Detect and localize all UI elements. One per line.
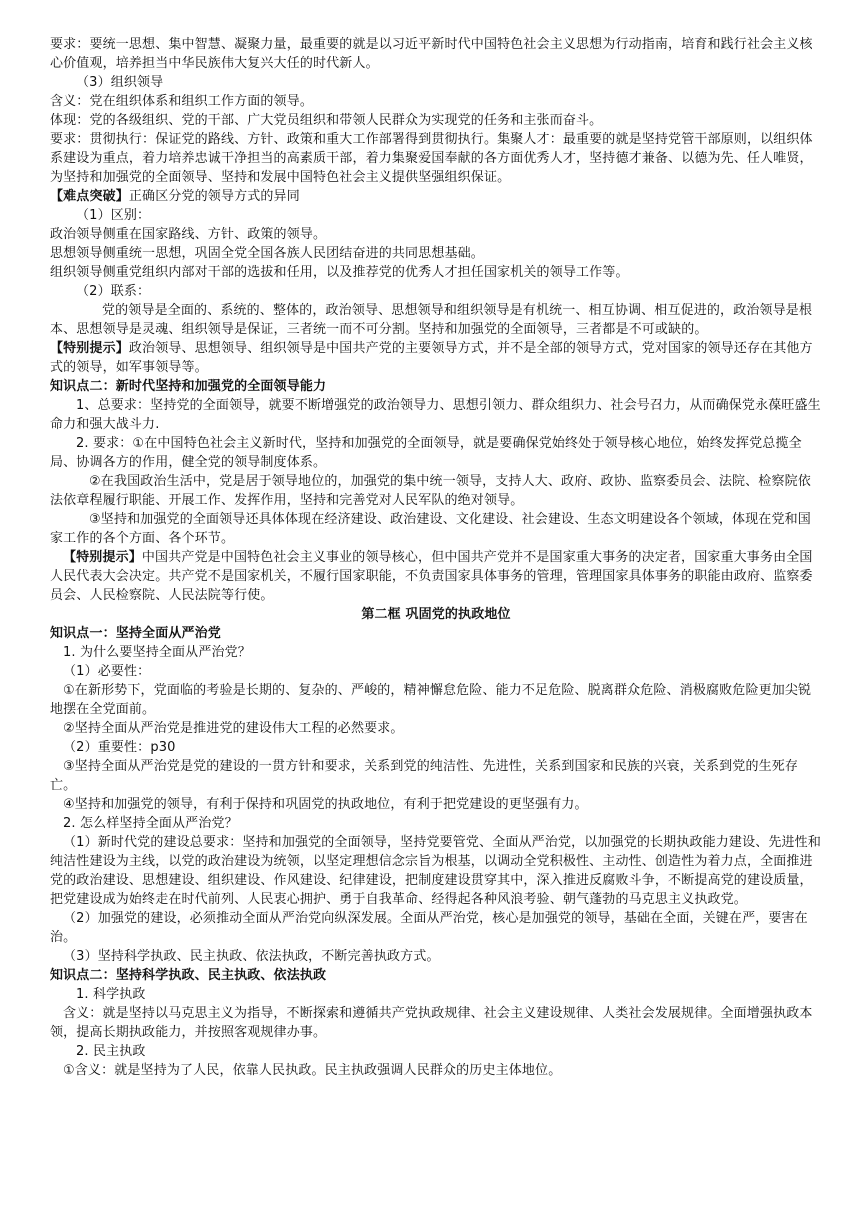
text-line: 要求：贯彻执行：保证党的路线、方针、政策和重大工作部署得到贯彻执行。集聚人才：最重要的就是坚持党管干部原则，以组织体系建设为重点，着力培养忠诚干净担当的高素质干部，着力集聚爱国奉献的各方面优秀人才，坚持德才兼备、以德为先、任人唯贤，为坚持和加强党的全面领导、坚持和发展中国特色社会主义提供坚强组织保证。 <box>50 132 813 185</box>
text-line: 2. 要求：①在中国特色社会主义新时代，坚持和加强党的全面领导，就是要确保党始终处于领导核心地位，始终发挥党总揽全局、协调各方的作用，健全党的领导制度体系。 <box>50 436 802 470</box>
text-line: （2）加强党的建设，必须推动全面从严治党向纵深发展。全面从严治党，核心是加强党的领导，基础在全面，关键在严，要害在治。 <box>50 911 808 945</box>
text-line <box>50 548 822 605</box>
text-line: ①在新形势下，党面临的考验是长期的、复杂的、严峻的，精神懈怠危险、能力不足危险、脱离群众危险、消极腐败危险更加尖锐地摆在全党面前。 <box>50 683 812 717</box>
text-line: 党的领导是全面的、系统的、整体的，政治领导、思想领导和组织领导是有机统一、相互协调、相互促进的，政治领导是根本、思想领导是灵魂、组织领导是保证，三者统一而不可分割。坚持和加强党的全面领导，三者都是不可或缺的。 <box>50 303 813 337</box>
text-line: 1. 为什么要坚持全面从严治党？ <box>63 645 251 660</box>
text-line: 思想领导侧重统一思想，巩固全党全国各族人民团结奋进的共同思想基础。 <box>50 246 484 261</box>
text-line: ①含义：就是坚持为了人民，依靠人民执政。民主执政强调人民群众的历史主体地位。 <box>63 1063 562 1078</box>
section-heading: 知识点一：坚持全面从严治党 <box>50 626 221 641</box>
text-line: ②坚持全面从严治党是推进党的建设伟大工程的必然要求。 <box>63 721 404 736</box>
text-line: （2）联系： <box>76 284 151 299</box>
text-line: 1、总要求：坚持党的全面领导，就要不断增强党的政治领导力、思想引领力、群众组织力、社会号召力，从而确保党永葆旺盛生命力和强大战斗力. <box>50 398 821 432</box>
text-line: （3）组织领导 <box>76 75 164 90</box>
text-line: 体现：党的各级组织、党的干部、广大党员组织和带领人民群众为实现党的任务和主张而奋斗。 <box>50 113 603 128</box>
text-line: 2. 民主执政 <box>76 1044 146 1059</box>
note-text: 正确区分党的领导方式的异同 <box>128 189 300 204</box>
text-line: （2）重要性：p30 <box>63 740 176 755</box>
text-line <box>50 339 822 377</box>
note-text: 政治领导、思想领导、组织领导是中国共产党的主要领导方式，并不是全部的领导方式，党对国家的领导还存在其他方式的领导，如军事领导等。 <box>50 341 813 375</box>
note-label: 【难点突破】 <box>50 189 129 204</box>
text-line: 组织领导侧重党组织内部对干部的选拔和任用，以及推荐党的优秀人才担任国家机关的领导工作等。 <box>50 265 629 280</box>
text-line: （3）坚持科学执政、民主执政、依法执政，不断完善执政方式。 <box>63 949 440 964</box>
chapter-title: 第二框 巩固党的执政地位 <box>361 607 511 622</box>
text-line: 含义：党在组织体系和组织工作方面的领导。 <box>50 94 314 109</box>
note-label: 【特别提示】 <box>50 341 129 356</box>
text-line: ②在我国政治生活中，党是居于领导地位的，加强党的集中统一领导，支持人大、政府、政协、监察委员会、法院、检察院依法依章程履行职能、开展工作、发挥作用，坚持和完善党对人民军队的绝对领导。 <box>50 474 811 508</box>
text-line: ④坚持和加强党的领导，有利于保持和巩固党的执政地位，有利于把党建设的更坚强有力。 <box>63 797 588 812</box>
section-heading: 知识点二：新时代坚持和加强党的全面领导能力 <box>50 379 327 394</box>
text-line: （1）必要性： <box>63 664 151 679</box>
note-text: 中国共产党是中国特色社会主义事业的领导核心，但中国共产党并不是国家重大事务的决定者，国家重大事务由全国人民代表大会决定。共产党不是国家机关，不履行国家职能，不负责国家具体事务的管理，管理国家具体事务的职能由政府、监察委员会、人民检察院、人民法院等行使。 <box>50 550 813 603</box>
note-label: 【特别提示】 <box>63 550 142 565</box>
text-line: 含义：就是坚持以马克思主义为指导，不断探索和遵循共产党执政规律、社会主义建设规律、人类社会发展规律。全面增强执政本领，提高长期执政能力，并按照客观规律办事。 <box>50 1006 813 1040</box>
text-line: （1）新时代党的建设总要求：坚持和加强党的全面领导，坚持党要管党、全面从严治党，以加强党的长期执政能力建设、先进性和纯洁性建设为主线，以党的政治建设为统领，以坚定理想信念宗旨为根基，以调动全党积极性、主动性、创造性为着力点，全面推进党的政治建设、思想建设、组织建设、作风建设、纪律建设，把制度建设贯穿其中，深入推进反腐败斗争，不断提高党的建设质量，把党建设成为始终走在时代前列、人民衷心拥护、勇于自我革命、经得起各种风浪考验、朝气蓬勃的马克思主义执政党。 <box>50 835 821 907</box>
text-line: ③坚持全面从严治党是党的建设的一贯方针和要求，关系到党的纯洁性、先进性，关系到国家和民族的兴衰，关系到党的生死存亡。 <box>50 759 799 793</box>
section-heading: 知识点二：坚持科学执政、民主执政、依法执政 <box>50 968 327 983</box>
text-line <box>50 187 822 206</box>
text-line: 政治领导侧重在国家路线、方针、政策的领导。 <box>50 227 327 242</box>
text-line: 要求：要统一思想、集中智慧、凝聚力量，最重要的就是以习近平新时代中国特色社会主义思想为行动指南，培育和践行社会主义核心价值观，培养担当中华民族伟大复兴大任的时代新人。 <box>50 37 813 71</box>
text-line: 1. 科学执政 <box>76 987 146 1002</box>
text-line: ③坚持和加强党的全面领导还具体体现在经济建设、政治建设、文化建设、社会建设、生态文明建设各个领域，体现在党和国家工作的各个方面、各个环节。 <box>50 512 811 546</box>
text-line: 2. 怎么样坚持全面从严治党？ <box>63 816 238 831</box>
text-line: （1）区别： <box>76 208 151 223</box>
